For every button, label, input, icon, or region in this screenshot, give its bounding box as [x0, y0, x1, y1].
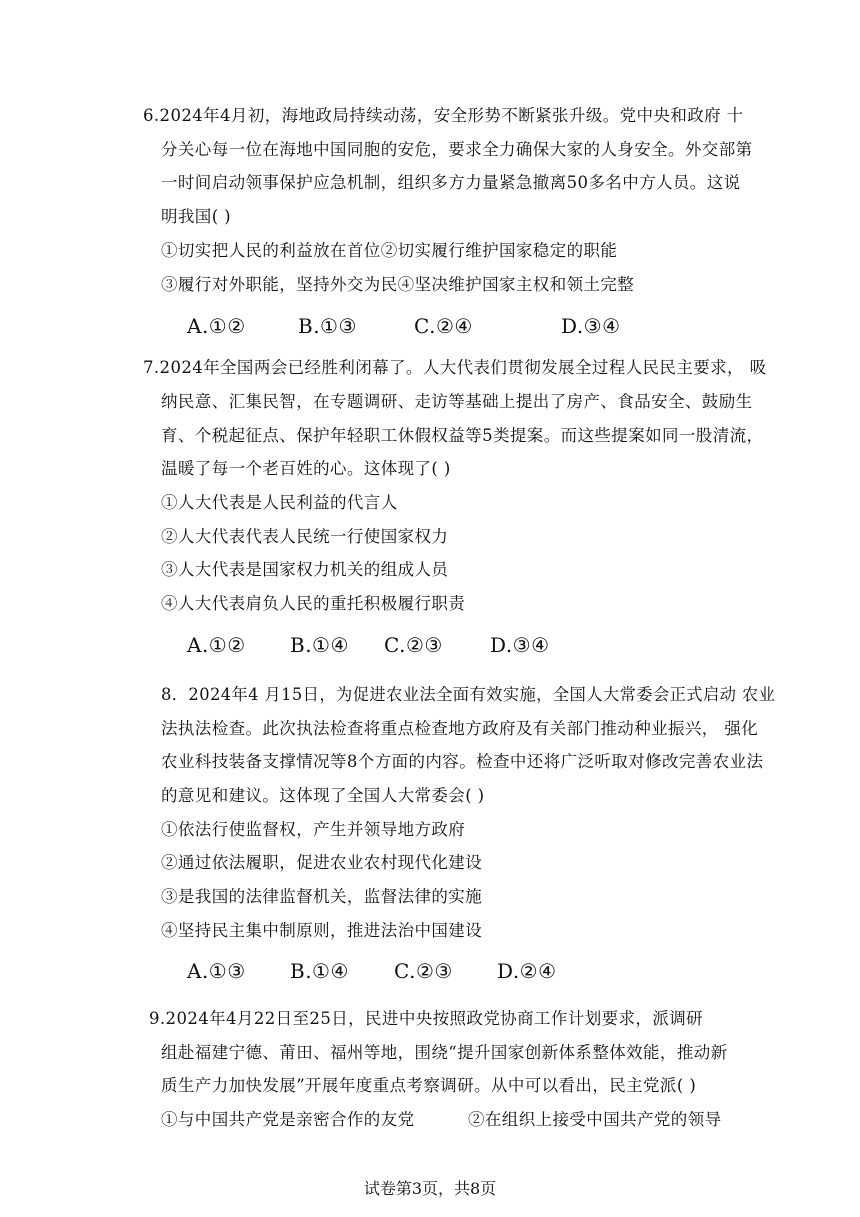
q6-line-3: 一时间启动领事保护应急机制，组织多方力量紧急撤离50多名中方人员。这说	[161, 173, 741, 192]
q6-statement-1: ①切实把人民的利益放在首位②切实履行维护国家稳定的职能	[161, 241, 618, 260]
q8-line-4: 的意见和建议。这体现了全国人大常委会( )	[161, 786, 485, 805]
q8-statement-3: ③是我国的法律监督机关，监督法律的实施	[161, 887, 483, 906]
q9-line-1: 9.2024年4月22日至25日，民进中央按照政党协商工作计划要求，派调研	[149, 1009, 704, 1028]
q6-line-1: 6.2024年4月初，海地政局持续动荡，安全形势不断紧张升级。党中央和政府 十	[143, 106, 744, 125]
q7-line-1: 7.2024年全国两会已经胜利闭幕了。人大代表们贯彻发展全过程人民民主要求， 吸	[143, 358, 767, 377]
q8-line-1: 8．2024年4 月15日，为促进农业法全面有效实施，全国人大常委会正式启动 农业	[161, 685, 776, 704]
q6-line-4: 明我国( )	[161, 207, 232, 226]
q6-option-b: B.①③	[298, 314, 357, 338]
q7-statement-1: ①人大代表是人民利益的代言人	[161, 493, 398, 512]
q9-statement-2: ②在组织上接受中国共产党的领导	[468, 1110, 722, 1129]
q9-line-3: 质生产力加快发展”开展年度重点考察调研。从中可以看出，民主党派( )	[161, 1076, 697, 1095]
q6-statement-2: ③履行对外职能，坚持外交为民④坚决维护国家主权和领土完整	[161, 275, 635, 294]
q8-option-a: A.①③	[187, 959, 246, 983]
page-footer: 试卷第3页，共8页	[363, 1179, 497, 1198]
q8-line-2: 法执法检查。此次执法检查将重点检查地方政府及有关部门推动种业振兴， 强化	[161, 719, 759, 738]
q6-line-2: 分关心每一位在海地中国同胞的安危，要求全力确保大家的人身安全。外交部第	[161, 140, 753, 159]
q6-option-d: D.③④	[561, 314, 621, 338]
q7-option-d: D.③④	[490, 633, 550, 657]
q7-statement-2: ②人大代表代表人民统一行使国家权力	[161, 527, 449, 546]
q8-option-b: B.①④	[290, 959, 349, 983]
q7-line-3: 育、个税起征点、保护年轻职工休假权益等5类提案。而这些提案如同一股清流，	[161, 426, 764, 445]
q8-statement-4: ④坚持民主集中制原则，推进法治中国建设	[161, 921, 483, 940]
q7-option-c: C.②③	[384, 633, 443, 657]
q8-option-c: C.②③	[394, 959, 453, 983]
q7-option-a: A.①②	[187, 633, 246, 657]
q7-statement-4: ④人大代表肩负人民的重托积极履行职责	[161, 594, 466, 613]
q7-line-2: 纳民意、汇集民智，在专题调研、走访等基础上提出了房产、食品安全、鼓励生	[161, 392, 753, 411]
q8-line-3: 农业科技装备支撑情况等8个方面的内容。检查中还将广泛听取对修改完善农业法	[161, 752, 764, 771]
q7-line-4: 温暖了每一个老百姓的心。这体现了( )	[161, 459, 451, 478]
q7-option-b: B.①④	[290, 633, 349, 657]
q6-option-a: A.①②	[187, 314, 246, 338]
q8-statement-2: ②通过依法履职，促进农业农村现代化建设	[161, 853, 483, 872]
q9-statement-1: ①与中国共产党是亲密合作的友党	[161, 1110, 415, 1129]
q9-line-2: 组赴福建宁德、莆田、福州等地，围绕“提升国家创新体系整体效能，推动新	[161, 1043, 728, 1062]
q8-option-d: D.②④	[497, 959, 557, 983]
q8-statement-1: ①依法行使监督权，产生并领导地方政府	[161, 820, 466, 839]
q6-option-c: C.②④	[414, 314, 473, 338]
q7-statement-3: ③人大代表是国家权力机关的组成人员	[161, 560, 449, 579]
